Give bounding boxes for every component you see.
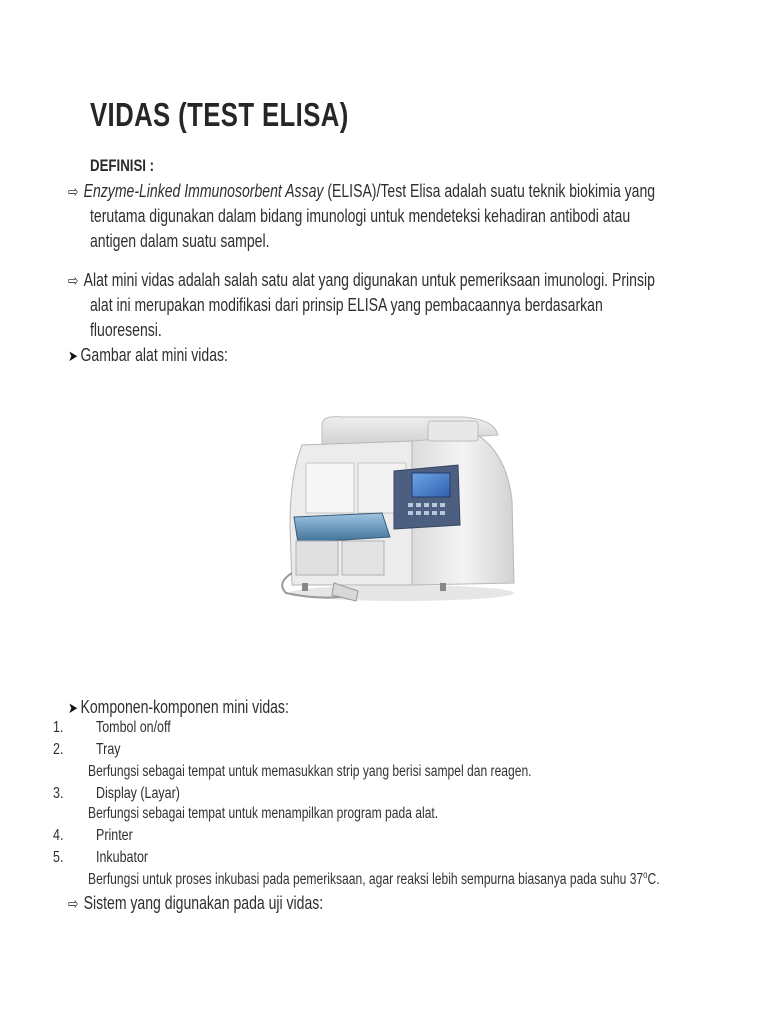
bullet-arrow-icon: ➤: [68, 700, 78, 717]
arrow-icon: ⇨: [68, 184, 79, 201]
paragraph-2-line-2: alat ini merupakan modifikasi dari prinsip ELISA yang pembacaannya berdasarkan: [90, 295, 603, 315]
definition-paragraph-1: [68, 179, 655, 205]
system-label-text: Sistem yang digunakan pada uji vidas:: [83, 893, 324, 913]
component-tray-description: Berfungsi sebagai tempat untuk memasukkan strip yang berisi sampel dan reagen.: [88, 763, 532, 780]
bullet-arrow-icon: ➤: [68, 348, 78, 365]
components-label-text: Komponen-komponen mini vidas:: [80, 697, 289, 717]
paragraph-2-line-3: fluoresensi.: [90, 320, 162, 340]
temperature-unit: C.: [647, 871, 660, 889]
page-title: VIDAS (TEST ELISA): [90, 96, 349, 133]
component-number: 5.: [53, 849, 64, 866]
component-display: Display (Layar): [96, 785, 180, 802]
component-inkubator-description: [88, 870, 660, 889]
image-caption-label: [68, 343, 228, 369]
component-display-description: Berfungsi sebagai tempat untuk menampilkan program pada alat.: [88, 805, 439, 822]
paragraph-1-line-3: antigen dalam suatu sampel.: [90, 231, 270, 251]
definition-paragraph-2: [68, 268, 655, 294]
degree-sign: o: [643, 870, 648, 881]
inkubator-description-text: Berfungsi untuk proses inkubasi pada pemeriksaan, agar reaksi lebih sempurna biasanya pada suhu 37: [88, 871, 644, 889]
component-printer: Printer: [96, 827, 133, 844]
component-number: 4.: [53, 827, 64, 844]
arrow-icon: ⇨: [68, 896, 79, 913]
definition-heading: DEFINISI :: [90, 156, 155, 175]
paragraph-1-text: (ELISA)/Test Elisa adalah suatu teknik biokimia yang: [323, 181, 656, 201]
mini-vidas-device-image: [262, 405, 524, 610]
component-number: 2.: [53, 741, 64, 758]
component-number: 3.: [53, 785, 64, 802]
system-label: [68, 891, 323, 917]
elisa-full-name: Enzyme-Linked Immunosorbent Assay: [83, 181, 324, 201]
paragraph-2-text: Alat mini vidas adalah salah satu alat yang digunakan untuk pemeriksaan imunologi. Prinsip: [83, 270, 655, 290]
component-number: 1.: [53, 719, 64, 736]
image-caption-text: Gambar alat mini vidas:: [80, 345, 228, 365]
arrow-icon: ⇨: [68, 273, 79, 290]
component-tombol: Tombol on/off: [96, 719, 171, 736]
component-tray: Tray: [96, 741, 121, 758]
paragraph-1-line-2: terutama digunakan dalam bidang imunologi untuk mendeteksi kehadiran antibodi atau: [90, 206, 631, 226]
component-inkubator: Inkubator: [96, 849, 149, 866]
